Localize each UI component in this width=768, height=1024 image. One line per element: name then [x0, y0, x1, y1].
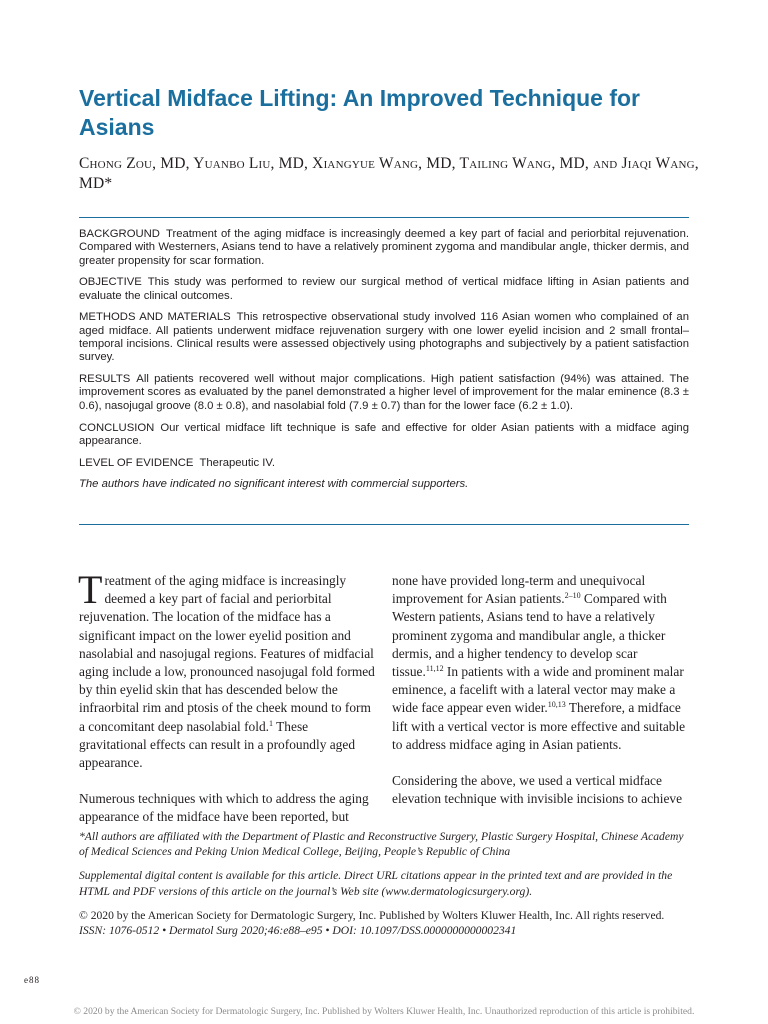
issn-line: ISSN: 1076-0512 • Dermatol Surg 2020;46:e88–e95 • DOI: 10.1097/DSS.0000000000002341	[79, 924, 517, 938]
conclusion-label: CONCLUSION	[79, 421, 155, 434]
background-text: Treatment of the aging midface is increasingly deemed a key part of facial and periorbital rejuvenation. Compared with Westerners, Asians tend to have a relatively prominent zygoma and mandibular angle, thicker dermis, and greater propensity for scar formation.	[79, 228, 689, 267]
body-column-left	[78, 567, 376, 845]
abstract-methods	[79, 311, 689, 364]
methods-label: METHODS AND MATERIALS	[79, 311, 231, 324]
abstract-conclusion	[79, 422, 689, 449]
page-footer: © 2020 by the American Society for Dermatologic Surgery, Inc. Published by Wolters Kluwer Health, Inc. Unauthorized reproduction of this article is prohibited.	[73, 1006, 695, 1017]
copyright-block	[79, 908, 689, 938]
p3-text-d: Therefore, a midface lift with a vertical vector is more effective and suitable to address midface aging in Asian patients.	[392, 700, 686, 752]
p1-text-a: reatment of the aging midface is increasingly deemed a key part of facial and periorbital rejuvenation. The location of the midface has a significant impact on the lower eyelid position and nasolabial and nasojugal regions. Features of midfacial aging include a low, pronounced nasojugal fold formed by thin eyelid skin that has descended below the infraorbital rim and ptosis of the cheek mound to form a concomitant deep nasolabial fold.	[79, 573, 375, 734]
page-number: e88	[24, 975, 40, 985]
conclusion-text: Our vertical midface lift technique is safe and effective for older Asian patients with a midface aging appearance.	[79, 421, 689, 447]
abstract-evidence	[79, 457, 689, 470]
abstract-background	[79, 228, 689, 268]
body-paragraph-2: Numerous techniques with which to address the aging appearance of the midface have been reported, but	[79, 791, 369, 825]
copyright-line: © 2020 by the American Society for Dermatologic Surgery, Inc. Published by Wolters Kluwer Health, Inc. All rights reserved.	[79, 908, 665, 922]
abstract-objective	[79, 276, 689, 303]
citation-ref: 11,12	[425, 664, 444, 674]
body-paragraph-3	[392, 572, 689, 754]
body-paragraph-4: Considering the above, we used a vertical midface elevation technique with invisible incisions to achieve	[392, 773, 683, 807]
methods-text: This retrospective observational study involved 116 Asian women who complained of an aged midface. All patients underwent midface rejuvenation surgery with one lower eyelid incision and 2 small frontal–temporal incisions. Clinical results were assessed objectively using photographs and subjectively by a patient satisfaction survey.	[79, 311, 689, 364]
affiliation-note: *All authors are affiliated with the Department of Plastic and Reconstructive Surgery, Plastic Surgery Hospital, Chinese Academy of Medical Sciences and Peking Union Medical College, Beijing, People’s Republic of China	[79, 830, 684, 859]
p3-text-a: none have provided long-term and unequivocal improvement for Asian patients.	[392, 573, 646, 607]
evidence-text: Therapeutic IV.	[199, 456, 276, 469]
objective-text: This study was performed to review our surgical method of vertical midface lifting in Asian patients and evaluate the clinical outcomes.	[79, 276, 689, 302]
body-paragraph-1	[78, 567, 376, 772]
citation-ref: 2–10	[564, 591, 581, 601]
citation-ref: 1	[269, 718, 274, 728]
objective-label: OBJECTIVE	[79, 276, 142, 289]
p3-text-b: Compared with Western patients, Asians tend to have a relatively prominent zygoma and mandibular angle, a thicker dermis, and a higher tendency to develop scar tissue.	[392, 591, 667, 680]
abstract-top-rule	[79, 217, 689, 218]
footnotes	[79, 829, 689, 947]
author-list: Chong Zou, MD, Yuanbo Liu, MD, Xiangyue Wang, MD, Tailing Wang, MD, and Jiaqi Wang, MD*	[79, 155, 699, 192]
conflict-of-interest: The authors have indicated no significant interest with commercial supporters.	[79, 478, 469, 491]
results-label: RESULTS	[79, 373, 131, 386]
evidence-label: LEVEL OF EVIDENCE	[79, 456, 194, 469]
p3-text-c: In patients with a wide and prominent malar eminence, a facelift with a lateral vector may make a wide face appear even wider.	[392, 664, 684, 716]
results-text: All patients recovered well without major complications. High patient satisfaction (94%) was attained. The improvement scores as evaluated by the panel demonstrated a higher level of improvement for the malar eminence (8.3 ± 0.6), nasojugal groove (8.0 ± 0.8), and nasolabial fold (7.9 ± 0.7) than for the lower face (6.2 ± 1.0).	[79, 373, 689, 412]
p1-text-b: These gravitational effects can result in a profoundly aged appearance.	[79, 718, 356, 771]
background-label: BACKGROUND	[79, 228, 160, 240]
article-title: Vertical Midface Lifting: An Improved Technique for Asians	[79, 85, 641, 140]
abstract-results	[79, 373, 689, 413]
body-column-right	[392, 572, 689, 826]
abstract-bottom-rule	[79, 524, 689, 525]
drop-cap: T	[78, 567, 103, 612]
citation-ref: 10,13	[547, 700, 566, 710]
abstract	[79, 228, 689, 500]
supplemental-note: Supplemental digital content is available for this article. Direct URL citations appear in the printed text and are provided in the HTML and PDF versions of this article on the journal’s Web site (www.dermatologicsurgery.org).	[79, 869, 673, 898]
